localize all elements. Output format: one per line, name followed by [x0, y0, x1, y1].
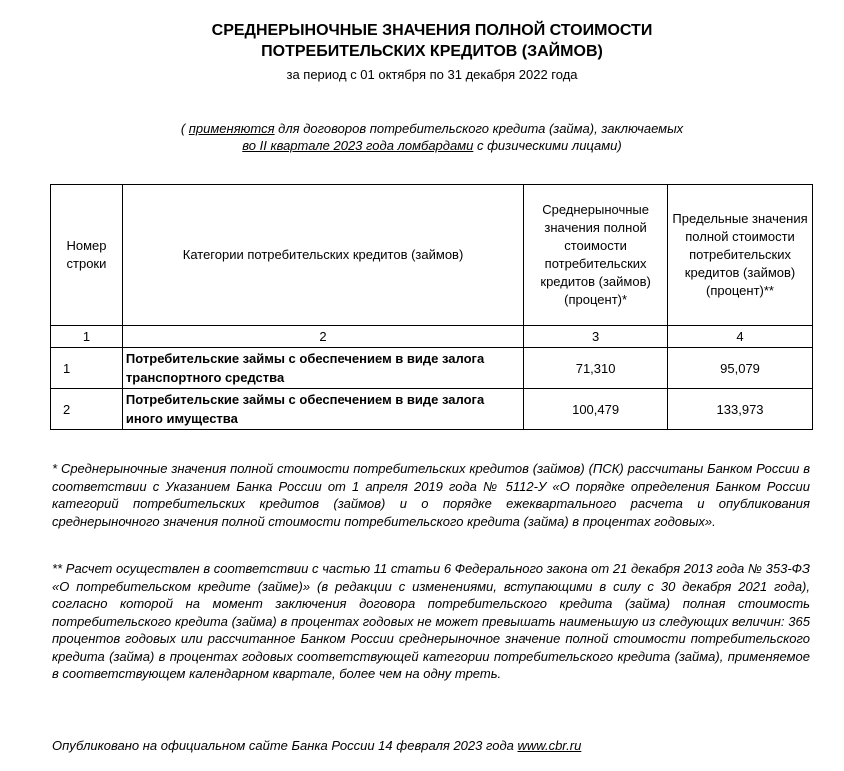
footnote-average: * Среднерыночные значения полной стоимости потребительских кредитов (займов) (ПСК) рассчитаны Банком России в соответствии с Указанием Банка России от 1 апреля 2019 года № 5112-У «О порядке определения Банком России категорий потребительских кредитов (займов) и о порядке ежеквартального расчета и опубликования среднерыночного значения полной стоимости потребительского кредита (займа) в процентах годовых».: [52, 461, 810, 529]
period-subtitle: за период с 01 октября по 31 декабря 2022 года: [286, 67, 578, 82]
column-number-4: 4: [668, 326, 813, 348]
table-header-row: [51, 185, 813, 326]
column-number-1: 1: [51, 326, 123, 348]
page-title-line-2: ПОТРЕБИТЕЛЬСКИХ КРЕДИТОВ (ЗАЙМОВ): [261, 43, 603, 60]
column-number-row: [51, 326, 813, 348]
note-rest-1: для договоров потребительского кредита (займа), заключаемых: [274, 121, 684, 136]
table-row: [51, 389, 813, 430]
row-category: Потребительские займы с обеспечением в виде залога иного имущества: [122, 389, 523, 430]
row-average-value: 100,479: [524, 389, 668, 430]
note-applied-word: применяются: [188, 121, 275, 136]
row-limit-value: 95,079: [668, 348, 813, 389]
header-row-number: Номер строки: [51, 185, 123, 326]
header-average-value: Среднерыночные значения полной стоимости потребительских кредитов (займов) (процент)*: [524, 185, 668, 326]
applicability-note-line-2: [0, 138, 844, 154]
row-limit-value: 133,973: [668, 389, 813, 430]
page-title-line-1: СРЕДНЕРЫНОЧНЫЕ ЗНАЧЕНИЯ ПОЛНОЙ СТОИМОСТИ: [211, 22, 653, 39]
note-quarter-lombards: во II квартале 2023 года ломбардами: [242, 138, 474, 153]
row-number: 2: [51, 389, 123, 430]
header-limit-value: Предельные значения полной стоимости потребительских кредитов (займов) (процент)**: [668, 185, 813, 326]
note-rest-2: с физическими лицами): [473, 138, 622, 153]
row-number: 1: [51, 348, 123, 389]
row-average-value: 71,310: [524, 348, 668, 389]
publication-note: [52, 738, 581, 754]
row-category: Потребительские займы с обеспечением в виде залога транспортного средства: [122, 348, 523, 389]
psk-table: [50, 184, 813, 430]
column-number-2: 2: [122, 326, 523, 348]
cbr-website-link[interactable]: www.cbr.ru: [517, 738, 582, 753]
publication-text: Опубликовано на официальном сайте Банка России 14 февраля 2023 года: [52, 738, 518, 753]
table-row: [51, 348, 813, 389]
footnote-limit: ** Расчет осуществлен в соответствии с частью 11 статьи 6 Федерального закона от 21 декабря 2013 года № 353-ФЗ «О потребительском кредите (займе)» (в редакции с изменениями, вступающими в силу с 30 декабря 2021 года), согласно которой на момент заключения договора потребительского кредита (займа) полная стоимость потребительского кредита (займа) в процентах годовых не может превышать наименьшую из следующих величин: 365 процентов годовых или рассчитанное Банком России среднерыночное значение полной стоимости потребительского кредита (займа) в процентах годовых соответствующей категории потребительского кредита (займа), применяемое в соответствующем календарном квартале, более чем на одну треть.: [52, 561, 810, 681]
note-open-paren: (: [180, 121, 189, 136]
applicability-note-line-1: [0, 121, 844, 137]
column-number-3: 3: [524, 326, 668, 348]
header-category: Категории потребительских кредитов (займов): [122, 185, 523, 326]
